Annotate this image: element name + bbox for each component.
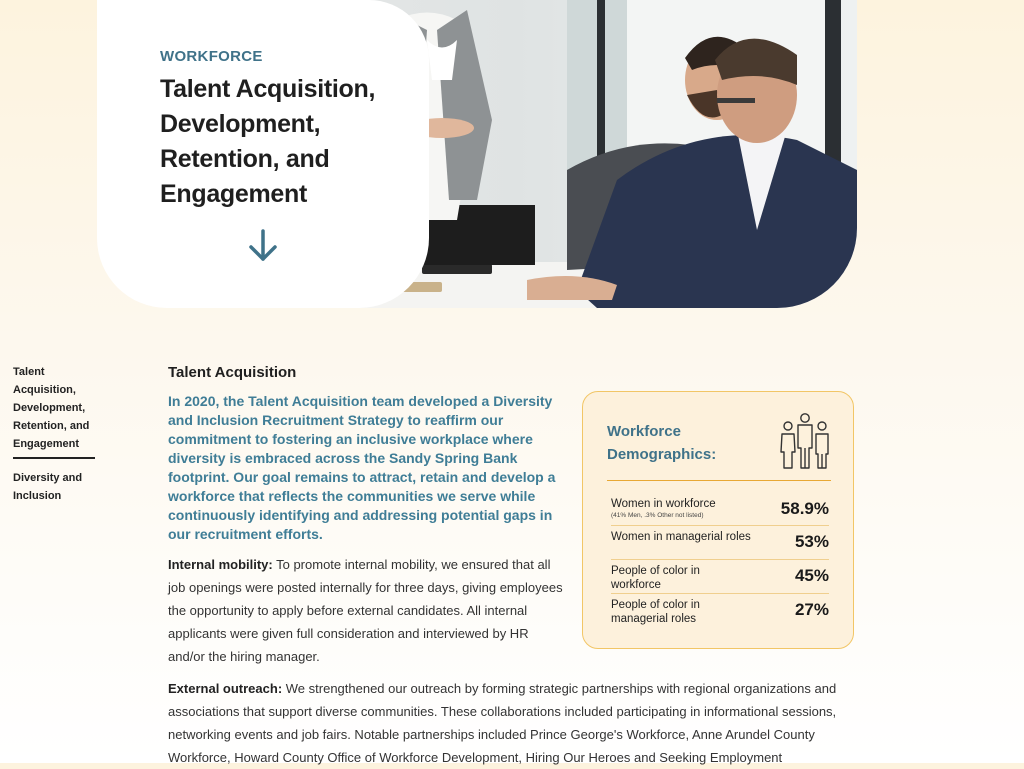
demographics-title: Workforce Demographics: xyxy=(607,423,717,463)
side-nav xyxy=(13,363,113,505)
external-outreach-text: We strengthened our outreach by forming strategic partnerships with regional organizations and associations that support diverse communities. These collaborations included participating in informational sessions, networking events and job fairs. Notable partnerships included Prince George's Workforce, Anne Arundel County Workforce, Howard County Office of Workforce Development, Hiring Our Heroes and Seeking Employment xyxy=(168,681,837,765)
section-eyebrow: WORKFORCE xyxy=(160,48,263,65)
row-value: 45% xyxy=(794,566,829,585)
section-title: Talent Acquisition xyxy=(168,364,297,381)
people-icon xyxy=(779,412,831,472)
row-note: (41% Men, .3% Other not listed) xyxy=(611,512,704,519)
internal-mobility-paragraph xyxy=(168,553,568,668)
external-outreach-paragraph xyxy=(168,677,848,769)
workforce-demographics-card xyxy=(582,391,854,649)
row-label: Women in workforce xyxy=(611,498,716,510)
page-title: Talent Acquisition, Development, Retention, and Engagement xyxy=(160,75,376,208)
row-label: Women in managerial roles xyxy=(611,531,751,543)
internal-mobility-text: To promote internal mobility, we ensured that all job openings were posted internally for three days, giving employees the opportunity to apply before external candidates. All internal applicants were given full consideration and interviewed by HR and/or the hiring manager. xyxy=(168,557,563,664)
row-value: 58.9% xyxy=(780,499,829,518)
nav-item-diversity-inclusion[interactable]: Diversity and Inclusion xyxy=(13,472,83,502)
row-label: People of color in managerial roles xyxy=(611,599,700,625)
demographic-row-women-workforce xyxy=(611,492,829,526)
row-label: People of color in workforce xyxy=(611,565,700,591)
lead-paragraph: In 2020, the Talent Acquisition team developed a Diversity and Inclusion Recruitment Strategy to reaffirm our commitment to fostering an inclusive workplace where diversity is embraced across the Sandy Spring Bank footprint. Our goal remains to attract, retain and develop a workforce that reflects the communities we serve while continuously identifying and addressing potential gaps in our recruitment efforts. xyxy=(168,393,556,542)
demographic-row-poc-managerial xyxy=(611,594,829,628)
row-value: 53% xyxy=(794,532,829,551)
external-outreach-label: External outreach: xyxy=(168,681,283,696)
nav-item-talent-acquisition[interactable]: Talent Acquisition, Development, Retention, and Engagement xyxy=(13,363,95,459)
internal-mobility-label: Internal mobility: xyxy=(168,557,273,572)
demographic-row-women-managerial xyxy=(611,526,829,560)
demographics-divider xyxy=(607,480,831,481)
demographic-row-poc-workforce xyxy=(611,560,829,594)
arrow-down-icon[interactable] xyxy=(248,228,278,264)
row-value: 27% xyxy=(794,600,829,619)
